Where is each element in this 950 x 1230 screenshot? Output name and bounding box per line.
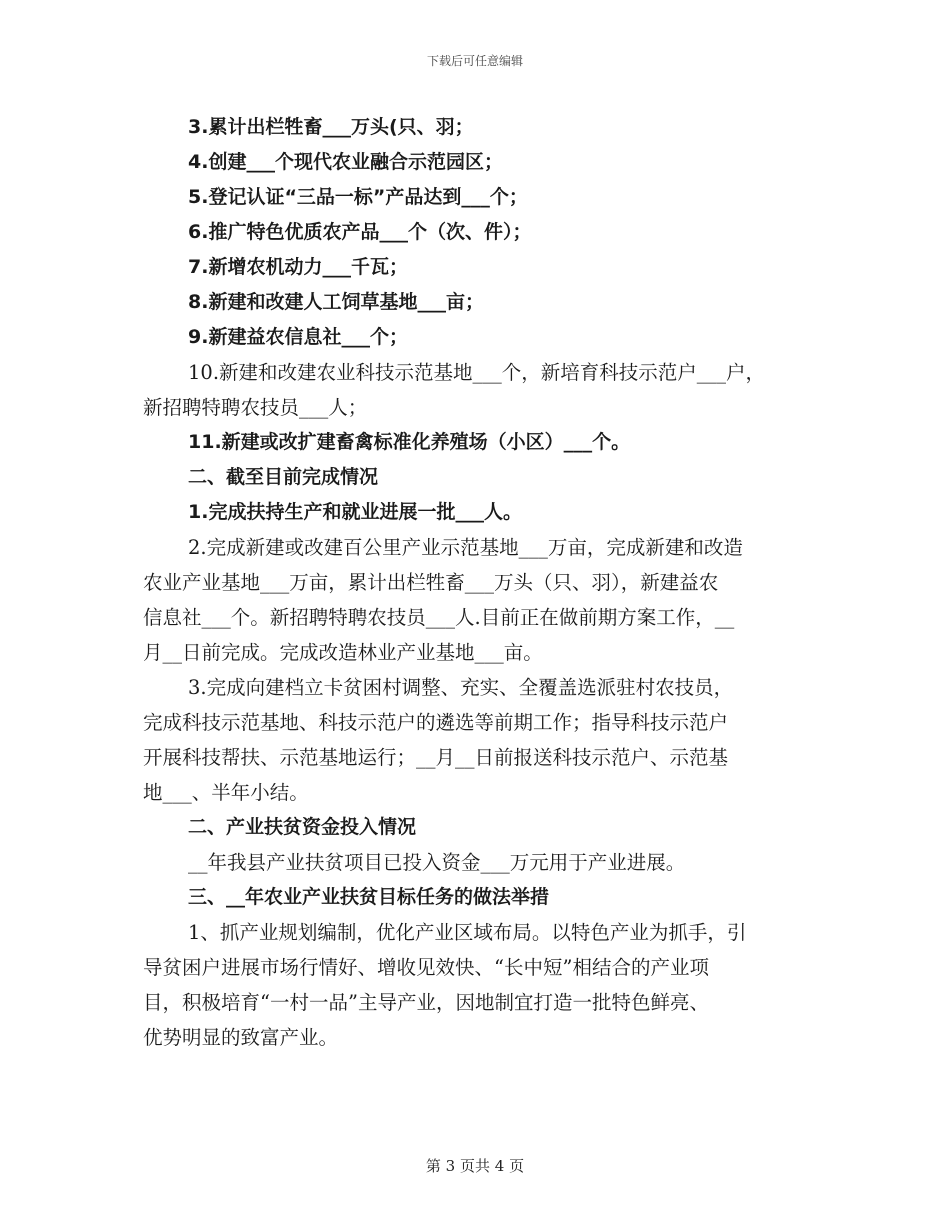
text-line: 5.登记认证“三品一标”产品达到___个； <box>188 186 528 208</box>
text-line: 6.推广特色优质农产品___个（次、件）； <box>188 221 532 243</box>
text-line: 新招聘特聘农技员___人； <box>143 396 368 419</box>
text-line: 1、抓产业规划编制，优化产业区域布局。以特色产业为抓手，引 <box>188 921 747 944</box>
text-line: 1.完成扶持生产和就业进展一批___人。 <box>188 501 522 523</box>
text-line: 4.创建___个现代农业融合示范园区； <box>188 151 503 173</box>
text-line: 完成科技示范基地、科技示范户的遴选等前期工作；指导科技示范户 <box>143 711 729 734</box>
text-line: 3.累计出栏牲畜___万头(只、羽； <box>188 116 474 138</box>
text-line: 9.新建益农信息社___个； <box>188 326 408 348</box>
text-line: 8.新建和改建人工饲草基地___亩； <box>188 291 484 313</box>
text-line: __年我县产业扶贫项目已投入资金___万元用于产业进展。 <box>188 851 686 874</box>
text-line: 三、__年农业产业扶贫目标任务的做法举措 <box>188 886 550 908</box>
text-line: 开展科技帮扶、示范基地运行；__月__日前报送科技示范户、示范基 <box>143 746 729 769</box>
text-line: 地___、半年小结。 <box>143 781 309 804</box>
page-header: 下载后可任意编辑 <box>426 54 523 68</box>
text-line: 7.新增农机动力___千瓦； <box>188 256 408 278</box>
text-line: 农业产业基地___万亩，累计出栏牲畜___万头（只、羽），新建益农 <box>143 571 719 594</box>
text-line: 月__日前完成。完成改造林业产业基地___亩。 <box>143 641 543 664</box>
text-line: 优势明显的致富产业。 <box>143 1026 339 1049</box>
text-line: 信息社___个。新招聘特聘农技员___人.目前正在做前期方案工作，__ <box>143 606 735 629</box>
page-footer: 第 3 页共 4 页 <box>425 1157 525 1175</box>
text-line: 3.完成向建档立卡贫困村调整、充实、全覆盖选派驻村农技员， <box>188 676 734 699</box>
text-line: 11.新建或改扩建畜禽标准化养殖场（小区）___个。 <box>188 431 631 453</box>
document-body <box>143 110 823 1055</box>
text-line: 导贫困户进展市场行情好、增收见效快、“长中短”相结合的产业项 <box>143 956 709 979</box>
text-line: 10.新建和改建农业科技示范基地___个，新培育科技示范户___户， <box>188 361 766 384</box>
text-line: 目，积极培育“一村一品”主导产业，因地制宜打造一批特色鲜亮、 <box>143 991 709 1014</box>
text-line: 二、产业扶贫资金投入情况 <box>188 816 417 838</box>
text-line: 2.完成新建或改建百公里产业示范基地___万亩，完成新建和改造 <box>188 536 743 559</box>
text-line: 二、截至目前完成情况 <box>188 466 379 488</box>
